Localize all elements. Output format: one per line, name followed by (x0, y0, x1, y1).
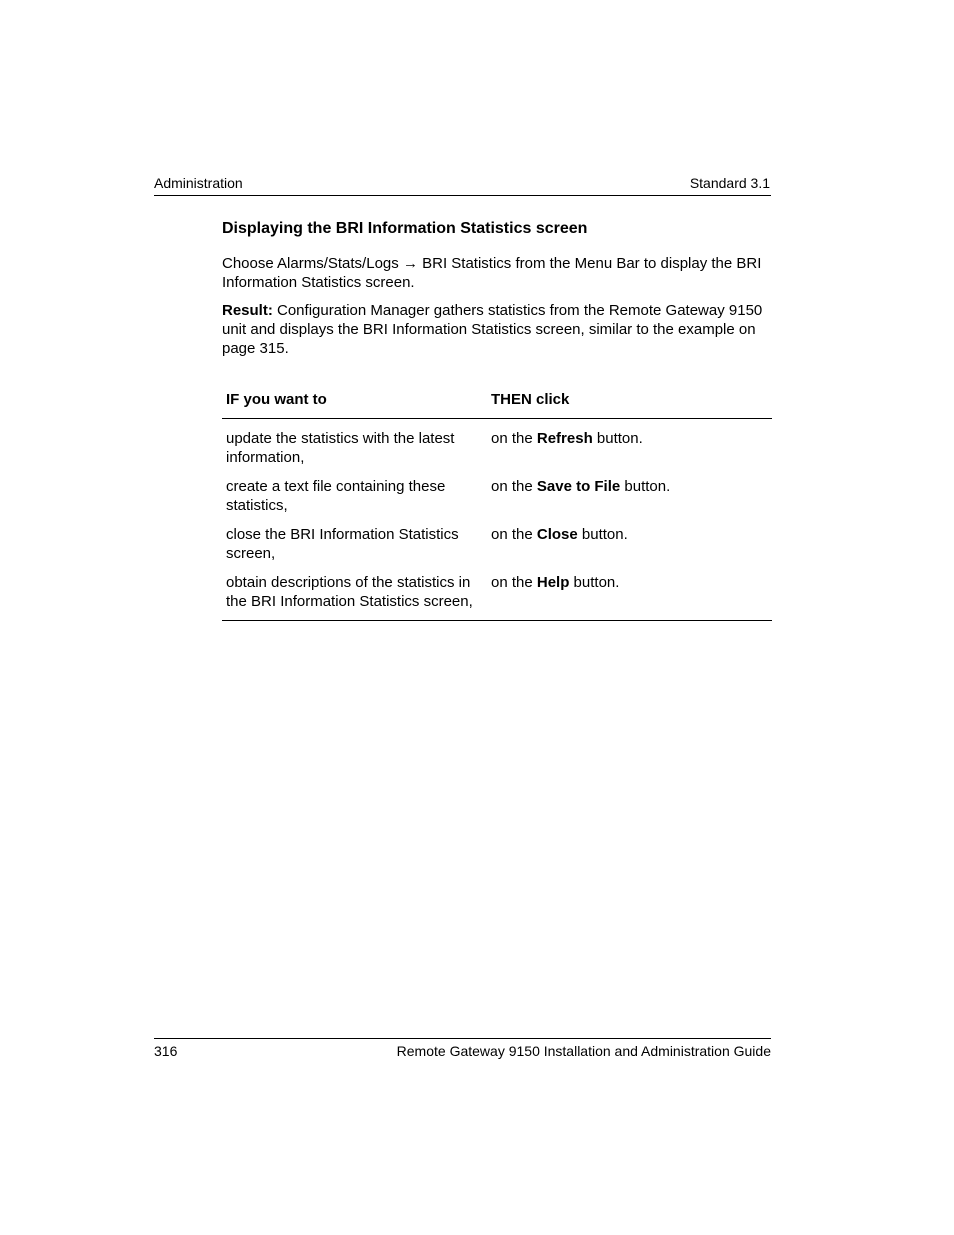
intro-paragraph (222, 254, 772, 292)
button-name: Save to File (536, 478, 621, 495)
table-row (222, 467, 772, 515)
guide-title: Remote Gateway 9150 Installation and Administration Guide (396, 1043, 771, 1059)
result-text: Configuration Manager gathers statistics from the Remote Gateway 9150 unit and displays the BRI Information Statistics screen, similar to the example on page 315. (222, 302, 763, 357)
header-then: THEN click (487, 390, 772, 419)
intro-text-end: BRI Statistics from the Menu Bar to display the BRI Information Statistics screen. (222, 255, 762, 291)
page-footer (154, 1038, 771, 1061)
row-then-cell (487, 515, 772, 563)
header-if: IF you want to (222, 390, 487, 419)
row-if-cell: update the statistics with the latest information, (226, 430, 455, 466)
button-name: Help (536, 574, 570, 591)
row-then-cell (487, 419, 772, 468)
section-title: Displaying the BRI Information Statistics screen (222, 220, 588, 237)
then-suffix: button. (620, 478, 671, 495)
then-suffix: button. (592, 430, 643, 447)
intro-text-start: Choose Alarms/Stats/Logs (222, 255, 403, 272)
if-then-table (222, 390, 772, 621)
page-number: 316 (154, 1043, 178, 1059)
button-name: Close (536, 526, 578, 543)
then-suffix: button. (569, 574, 620, 591)
table-row (222, 563, 772, 621)
row-if-cell: obtain descriptions of the statistics in the BRI Information Statistics screen, (222, 563, 487, 621)
then-prefix: on the (491, 574, 537, 591)
then-suffix: button. (577, 526, 628, 543)
table-row (222, 419, 772, 468)
main-content (222, 219, 772, 621)
header-section-name: Administration (154, 175, 243, 191)
row-then-cell (487, 467, 772, 515)
row-if-cell: close the BRI Information Statistics screen, (226, 526, 459, 562)
arrow-icon: → (402, 255, 418, 272)
result-label: Result: (222, 302, 273, 319)
page-header (154, 174, 771, 196)
row-then-cell (487, 563, 772, 621)
header-standard: Standard 3.1 (689, 175, 770, 191)
then-prefix: on the (491, 478, 537, 495)
then-prefix: on the (491, 526, 537, 543)
table-header-row (222, 390, 772, 419)
table-row (222, 515, 772, 563)
row-if-cell: create a text file containing these statistics, (226, 478, 446, 514)
result-paragraph (222, 301, 772, 358)
button-name: Refresh (536, 430, 593, 447)
then-prefix: on the (491, 430, 537, 447)
